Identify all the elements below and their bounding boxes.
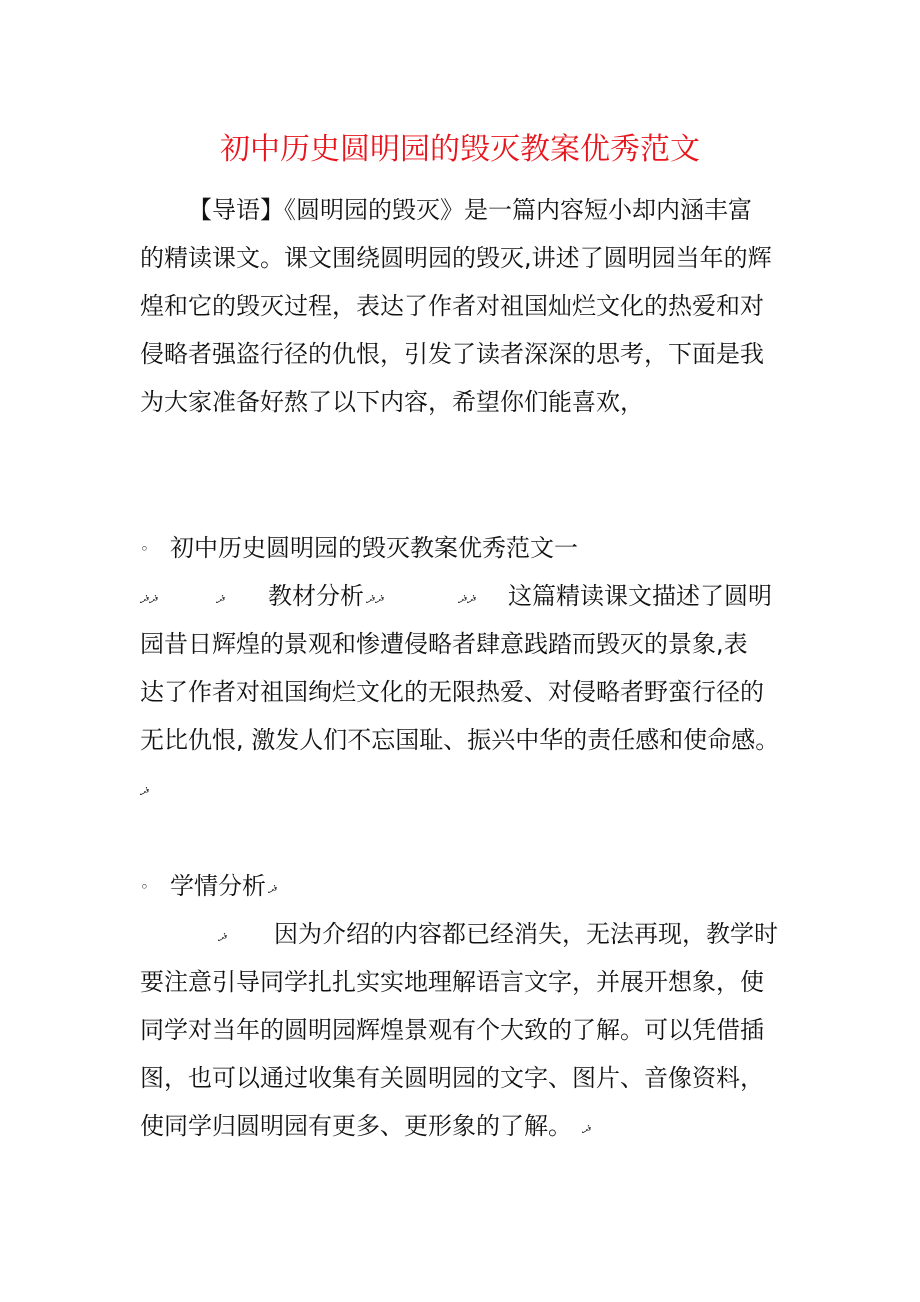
document-title: 初中历史圆明园的毁灭教案优秀范文 — [220, 132, 700, 167]
bullet-icon: ◦ — [140, 540, 149, 558]
body-line: 图，也可以通过收集有关圆明园的文字、图片、音像资料， — [140, 1064, 764, 1092]
format-mark-icon: ޛ — [140, 781, 150, 799]
body-line: 使同学归圆明园有更多、更形象的了解。 — [140, 1112, 572, 1140]
bullet-icon: ◦ — [140, 878, 149, 896]
format-mark-icon: ޛޛ — [366, 589, 384, 607]
section-label: 教材分析 — [268, 582, 364, 610]
format-mark-icon: ޛޛ — [140, 589, 158, 607]
format-mark-icon: ޛ — [216, 589, 226, 607]
body-line: 园昔日辉煌的景观和惨遭侵略者肆意践踏而毁灭的景象,表 — [140, 630, 748, 658]
intro-line: 为大家准备好熬了以下内容，希望你们能喜欢， — [140, 388, 644, 416]
format-mark-icon: ޛޛ — [458, 589, 476, 607]
body-line: 这篇精读课文描述了圆明 — [508, 582, 772, 610]
intro-line: 煌和它的毁灭过程，表达了作者对祖国灿烂文化的热爱和对 — [140, 292, 764, 320]
section-heading: 初中历史圆明园的毁灭教案优秀范文一 — [170, 534, 578, 562]
section-heading: 学情分析 — [170, 872, 266, 900]
body-line: 要注意引导同学扎扎实实地理解语言文字，并展开想象，使 — [140, 968, 764, 996]
intro-line: 侵略者强盗行径的仇恨，引发了读者深深的思考，下面是我 — [140, 340, 764, 368]
body-line: 达了作者对祖国绚烂文化的无限热爱、对侵略者野蛮行径的 — [140, 678, 764, 706]
format-mark-icon: ޛ — [218, 927, 228, 945]
format-mark-icon: ޛ — [582, 1119, 592, 1137]
body-line: 无比仇恨, 激发人们不忘国耻、振兴中华的责任感和使命感。 — [140, 726, 780, 754]
intro-line: 的精读课文。课文围绕圆明园的毁灭,讲述了圆明园当年的辉 — [140, 244, 772, 272]
body-line: 因为介绍的内容都已经消失，无法再现，教学时 — [274, 920, 778, 948]
format-mark-icon: ޛ — [268, 879, 278, 897]
body-line: 同学对当年的圆明园辉煌景观有个大致的了解。可以凭借插 — [140, 1016, 764, 1044]
intro-line: 【导语】《圆明园的毁灭》是一篇内容短小却内涵丰富 — [188, 196, 752, 224]
